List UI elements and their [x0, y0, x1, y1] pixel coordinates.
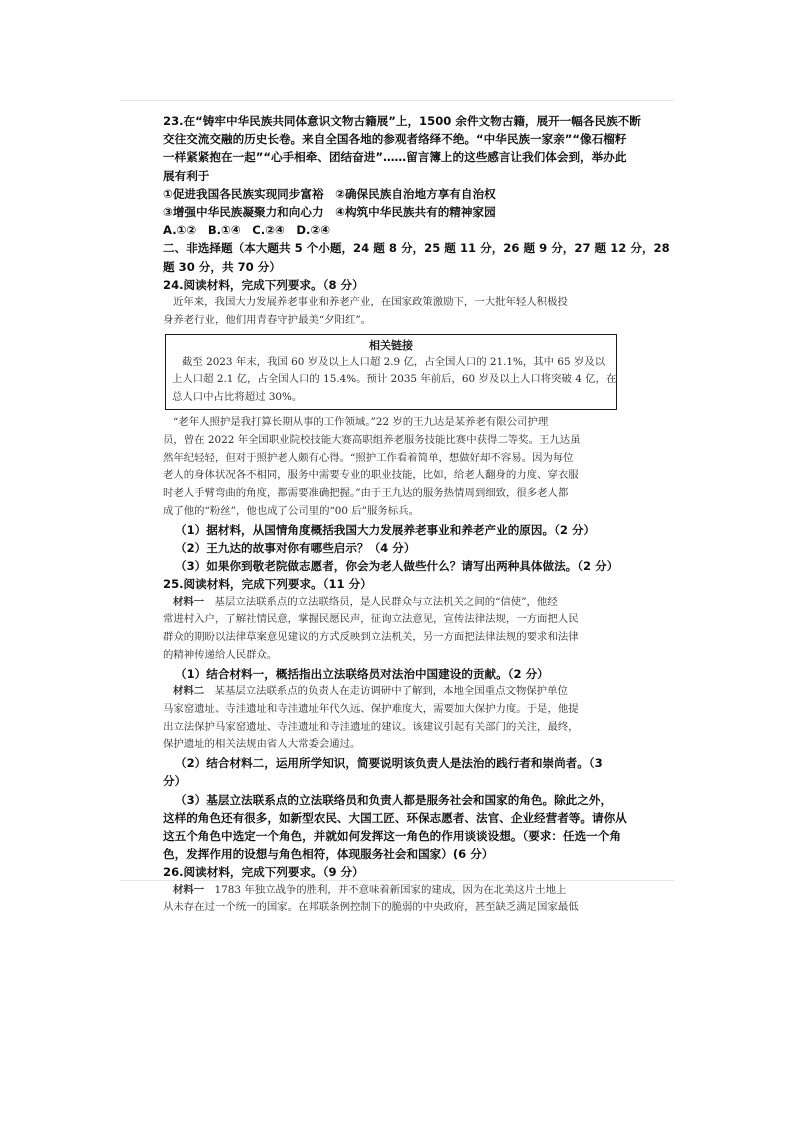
q24-story-6: 成了他的“粉丝”，他也成了公司里的“00 后”服务标兵。 [163, 505, 419, 517]
q24-story-1: “老年人照护是我打算长期从事的工作领域。”22 岁的王九达是某养老有限公司护理 [173, 416, 549, 429]
q24-story-5: 时老人手臂弯曲的角度，都需要准确把握。”由于王九达的服务热情周到细致，很多老人都 [163, 487, 569, 500]
section2-line-1: 二、非选择题（本大题共 5 个小题，24 题 8 分，25 题 11 分，26 题 9 分，27 题 12 分，28 [163, 241, 670, 256]
q26-heading: 26.阅读材料，完成下列要求。（9 分） [163, 865, 364, 880]
q23-line-2: 交往交流交融的历史长卷。来自全国各地的参观者络绎不绝。“中华民族一家亲”“像石榴籽 [163, 132, 627, 147]
q24-task-3: （3）如果你到敬老院做志愿者，你会为老人做些什么？请写出两种具体做法。（2 分） [175, 559, 619, 574]
q23-line-3: 一样紧紧抱在一起”“心手相牵、团结奋进”……留言簿上的这些感言让我们体会到，举办此 [163, 150, 627, 165]
q25-material2-line-2: 马家窑遗址、寺洼遗址和寺洼遗址年代久远、保护难度大，需要加大保护力度。于是，他提 [163, 702, 579, 715]
related-link-line-2: 上人口超 2.1 亿，占全国人口的 15.4%。预计 2035 年前后，60 岁及以上人口将突破 4 亿，在 [172, 373, 617, 386]
q26-material1-line-2: 从未存在过一个统一的国家。在邦联条例控制下的脆弱的中央政府，甚至缺乏满足国家最低 [163, 901, 579, 914]
q24-heading: 24.阅读材料，完成下列要求。（8 分） [163, 277, 364, 292]
q25-heading: 25.阅读材料，完成下列要求。（11 分） [163, 577, 372, 592]
q24-task-2: （2）王九达的故事对你有哪些启示？（4 分） [175, 541, 416, 555]
q25-material2-line-3: 出立法保护马家窑遗址、寺洼遗址和寺洼遗址的建议。该建议引起有关部门的关注，最终， [163, 720, 579, 733]
q24-intro-2: 身养老行业，他们用青春守护最美“夕阳红”。 [163, 313, 372, 326]
q25-task-3-line-3: 这五个角色中选定一个角色，并就如何发挥这一角色的作用谈谈设想。（要求：任选一个角 [163, 829, 621, 843]
q25-task-3-line-2: 这样的角色还有很多，如新型农民、大国工匠、环保志愿者、法官、企业经营者等。请你从 [163, 810, 627, 825]
q25-material1-line-2: 常进村入户，了解社情民意，掌握民愿民声，征询立法意见，宣传法律法规，一方面把人民 [163, 613, 579, 626]
q25-task-3-line-1: （3）基层立法联系点的立法联络员和负责人都是服务社会和国家的角色。除此之外， [175, 792, 613, 807]
q25-material2-line-1: 材料二 某基层立法联系点的负责人在走访调研中了解到，本地全国重点文物保护单位 [173, 685, 568, 697]
q25-task-2-line-2: 分） [163, 774, 187, 789]
q25-material1-line-1: 材料一 基层立法联系点的立法联络员，是人民群众与立法机关之间的“信使”，他经 [173, 595, 558, 608]
q25-material2-label: 材料二 [173, 685, 205, 697]
q23-line-4: 展有利于 [163, 168, 210, 183]
q24-task-1: （1）据材料，从国情角度概括我国大力发展养老事业和养老产业的原因。（2 分） [175, 522, 596, 537]
related-link-box [165, 334, 617, 410]
q24-story-2: 员，曾在 2022 年全国职业院校技能大赛高职组养老服务技能比赛中获得二等奖。王九达虽 [163, 433, 581, 446]
bottom-divider [120, 880, 674, 881]
q25-material1-line-4: 的精神传递给人民群众。 [163, 649, 278, 661]
q23-option-1: ①促进我国各民族实现同步富裕 ②确保民族自治地方享有自治权 [163, 186, 496, 201]
q24-intro-1: 近年来，我国大力发展养老事业和养老产业，在国家政策激励下，一大批年轻人积极投 [173, 296, 568, 309]
q23-option-2: ③增强中华民族凝聚力和向心力 ④构筑中华民族共有的精神家园 [163, 205, 496, 220]
top-divider [120, 100, 674, 101]
q26-material1-line-1: 材料一 1783 年独立战争的胜利，并不意味着新国家的建成，因为在北美这片土地上 [173, 883, 567, 896]
q23-answers: A.①② B.①④ C.②④ D.②④ [163, 223, 331, 238]
q25-material1-label: 材料一 [173, 595, 205, 608]
q25-material2-line-4: 保护遗址的相关法规由省人大常委会通过。 [163, 738, 361, 751]
related-link-title: 相关链接 [369, 338, 413, 352]
exam-page [163, 112, 670, 914]
related-link-line-3: 总人口中占比将超过 30%。 [172, 391, 303, 404]
q23-line-1: 23.在“铸牢中华民族共同体意识文物古籍展”上，1500 余件文物古籍，展开一幅各民族不断 [163, 114, 641, 128]
q25-task-2-line-1: （2）结合材料二，运用所学知识，简要说明该负责人是法治的践行者和崇尚者。（3 [175, 756, 603, 771]
q25-task-3-line-4: 色，发挥作用的设想与角色相符，体现服务社会和国家）(6 分） [163, 847, 494, 862]
section2-line-2: 题 30 分，共 70 分） [163, 259, 281, 274]
q24-story-3: 然年纪轻轻，但对于照护老人颇有心得。“照护工作看着简单，想做好却不容易。因为每位 [163, 451, 574, 464]
q25-material1-line-3: 群众的期盼以法律草案意见建议的方式反映到立法机关，另一方面把法律法规的要求和法律 [163, 631, 579, 644]
q24-story-4: 老人的身体状况各不相同，服务中需要专业的职业技能，比如，给老人翻身的力度、穿衣服 [163, 469, 579, 482]
q25-task-1: （1）结合材料一，概括指出立法联络员对法治中国建设的贡献。（2 分） [175, 666, 549, 681]
q26-material1-label: 材料一 [173, 883, 205, 896]
related-link-line-1: 截至 2023 年末，我国 60 岁及以上人口超 2.9 亿，占全国人口的 21.1%，其中 65 岁及以 [182, 355, 606, 368]
